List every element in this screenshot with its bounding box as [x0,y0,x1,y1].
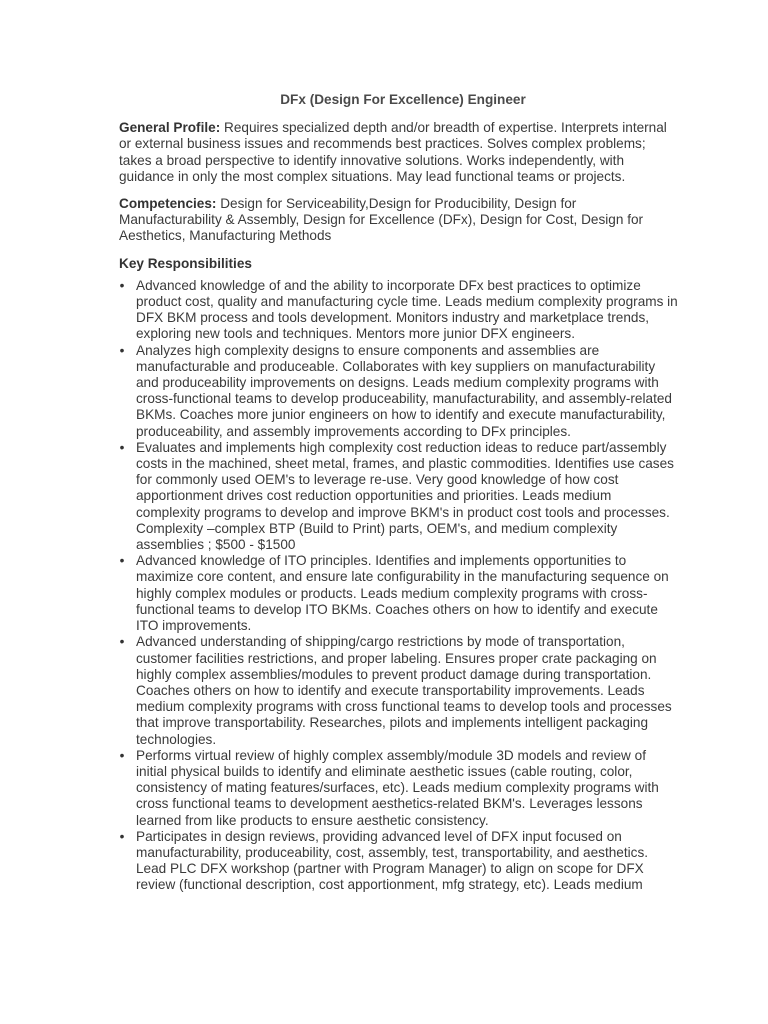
list-item [119,343,679,440]
list-item-text: Performs virtual review of highly complex assembly/module 3D models and review of initial physical builds to identify and eliminate aesthetic issues (cable routing, color, consistency of mating features/surfaces, etc). Leads medium complexity programs with cross functional teams to development aesthetics-related BKM's. Leverages lessons learned from like products to ensure aesthetic consistency. [136,747,659,828]
general-profile-text: Requires specialized depth and/or breadth of expertise. Interprets internal or external business issues and recommends best practices. Solves complex problems; takes a broad perspective to identify innovative solutions. Works independently, with guidance in only the most complex situations. May lead functional teams or projects. [119,120,667,184]
bullet-icon: • [119,342,125,358]
list-item-text: Advanced knowledge of ITO principles. Identifies and implements opportunities to maximize core content, and ensure late configurability in the manufacturing sequence on highly complex modules or products. Leads medium complexity programs with cross-functional teams to develop ITO BKMs. Coaches others on how to identify and execute ITO improvements. [136,553,669,634]
list-item-text: Evaluates and implements high complexity cost reduction ideas to reduce part/assembly costs in the machined, sheet metal, frames, and plastic commodities. Identifies use cases for commonly used OEM's to leverage re-use. Very good knowledge of how cost apportionment drives cost reduction opportunities and priorities. Leads medium complexity programs to develop and improve BKM's in product cost tools and processes. Complexity –complex BTP (Build to Print) parts, OEM's, and medium complexity assemblies ; $500 - $1500 [136,439,674,553]
competencies-text: Design for Serviceability,Design for Producibility, Design for Manufacturability & Assembly, Design for Excellence (DFx), Design for Cost, Design for Aesthetics, Manufacturing Methods [119,196,644,244]
list-item [119,829,679,894]
bullet-icon: • [119,277,125,293]
list-item [119,278,679,343]
competencies-paragraph [119,196,679,245]
list-item [119,634,679,747]
document-title: DFx (Design For Excellence) Engineer [280,92,526,107]
responsibilities-list [119,278,679,894]
general-profile-paragraph [119,120,679,185]
list-item-text: Advanced knowledge of and the ability to incorporate DFx best practices to optimize product cost, quality and manufacturing cycle time. Leads medium complexity programs in DFX BKM process and tools development. Monitors industry and marketplace trends, exploring new tools and techniques. Mentors more junior DFX engineers. [136,277,678,342]
list-item-text: Advanced understanding of shipping/cargo restrictions by mode of transportation, customer facilities restrictions, and proper labeling. Ensures proper crate packaging on highly complex assemblies/modules to prevent product damage during transportation. Coaches others on how to identify and execute transportability improvements. Leads medium complexity programs with cross functional teams to develop tools and processes that improve transportability. Researches, pilots and implements intelligent packaging technologies. [136,634,672,747]
bullet-icon: • [119,747,125,763]
general-profile-label: General Profile: [119,120,221,136]
document-body [119,92,679,894]
list-item [119,440,679,553]
bullet-icon: • [119,439,125,455]
bullet-icon: • [119,634,125,650]
bullet-icon: • [119,553,125,569]
list-item [119,553,679,634]
list-item-text: Participates in design reviews, providing advanced level of DFX input focused on manufacturability, produceability, cost, assembly, test, transportability, and aesthetics. Lead PLC DFX workshop (partner with Program Manager) to align on scope for DFX review (functional description, cost apportionment, mfg strategy, etc). Leads medium [136,828,649,893]
competencies-label: Competencies: [119,196,217,212]
list-item-text: Analyzes high complexity designs to ensure components and assemblies are manufacturable and produceable. Collaborates with key suppliers on manufacturability and produceability improvements on designs. Leads medium complexity programs with cross-functional teams to develop produceability, manufacturability, and assembly-related BKMs. Coaches more junior engineers on how to identify and execute manufacturability, produceability, and assembly improvements according to DFx principles. [136,342,672,439]
bullet-icon: • [119,828,125,844]
key-responsibilities-heading: Key Responsibilities [119,255,252,271]
list-item [119,748,679,829]
